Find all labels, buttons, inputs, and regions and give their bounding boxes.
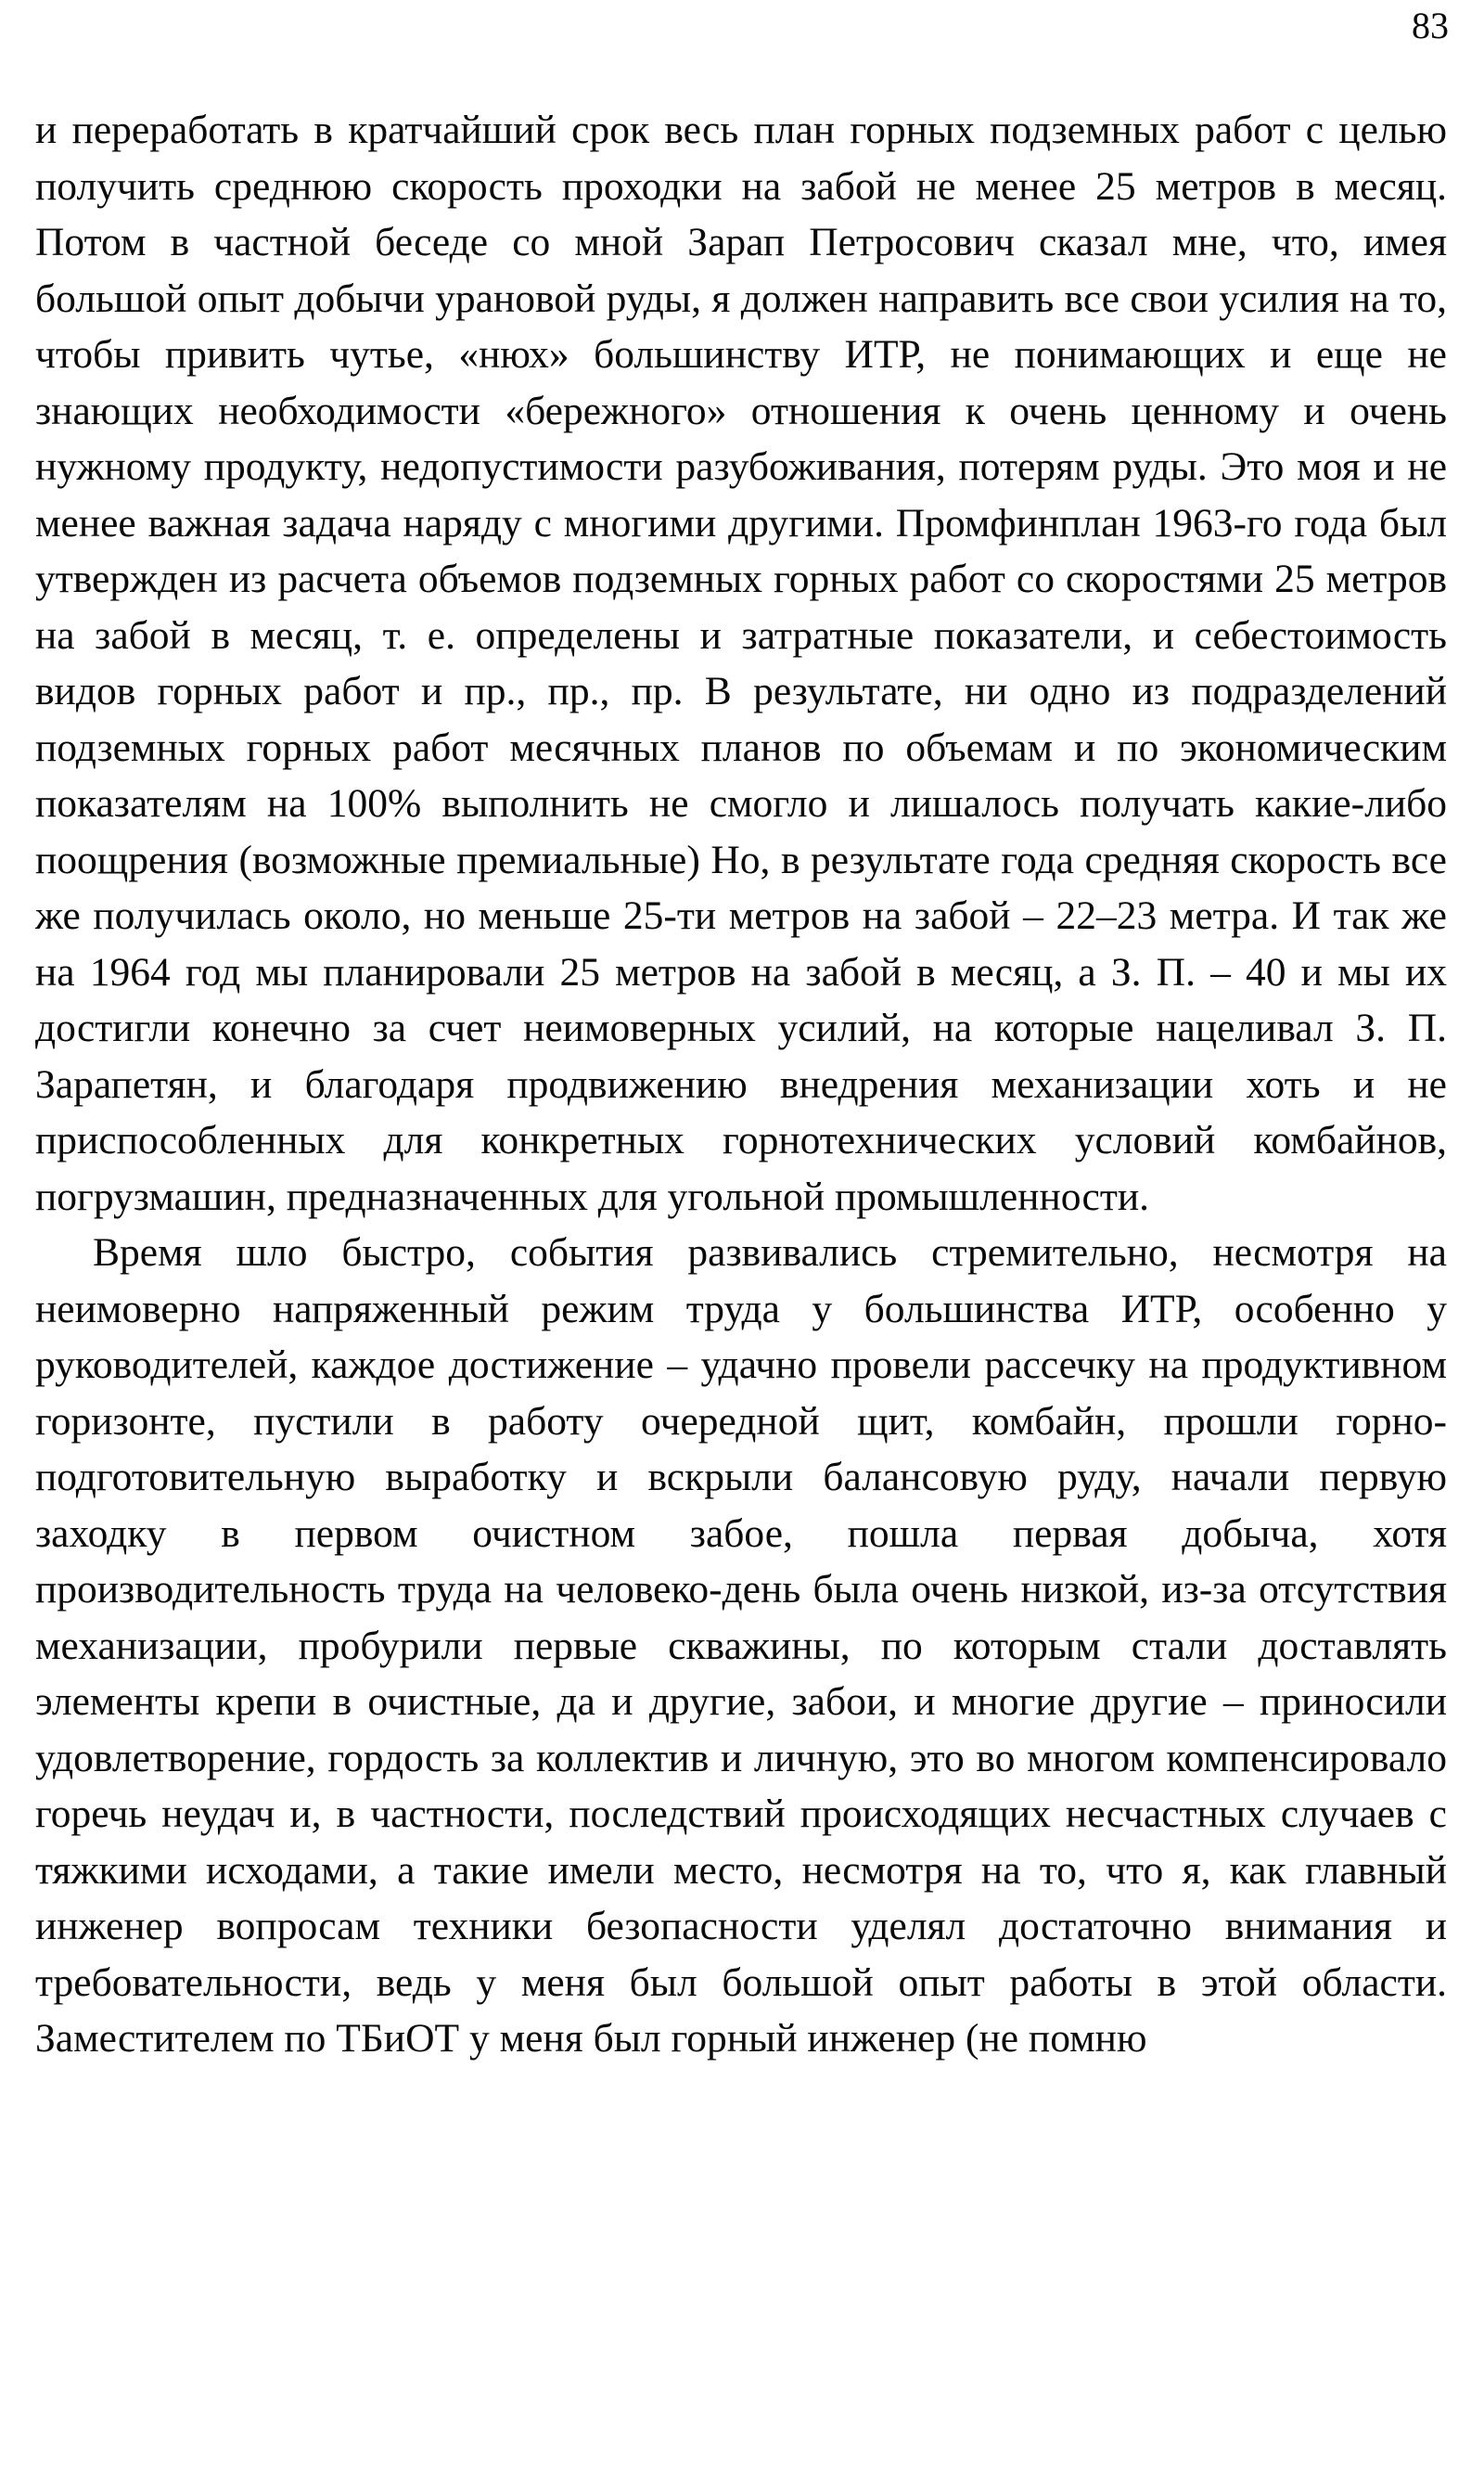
paragraph-1: и переработать в кратчайший срок весь план горных подземных работ с целью получить среднюю скорость проходки на забой не менее 25 метров в месяц. Потом в частной беседе со мной Зарап Петросович сказал мне, что, имея большой опыт добычи урановой руды, я должен направить все свои усилия на то, чтобы привить чутье, «нюх» большинству ИТР, не понимающих и еще не знающих необходимости «бережного» отношения к очень ценному и очень нужному продукту, недопустимости разубоживания, потерям руды. Это моя и не менее важная задача наряду с многими другими. Промфинплан 1963-го года был утвержден из расчета объемов подземных горных работ со скоростями 25 метров на забой в месяц, т. е. определены и затратные показатели, и себестоимость видов горных работ и пр., пр., пр. В результате, ни одно из подразделений подземных горных работ месячных планов по объемам и по экономическим показателям на 100% выполнить не смогло и лишалось получать какие-либо поощрения (возможные премиальные) Но, в результате года средняя скорость все же получилась около, но меньше 25-ти метров на забой – 22–23 метра. И так же на 1964 год мы планировали 25 метров на забой в месяц, а З. П. – 40 и мы их достигли конечно за счет неимоверных усилий, на которые нацеливал З. П. Зарапетян, и благодаря продвижению внедрения механизации хоть и не приспособленных для конкретных горнотехнических условий комбайнов, погрузмашин, предназначенных для угольной промышленности. <box>35 108 1447 1219</box>
page-text-body <box>35 102 1447 2067</box>
page-number: 83 <box>1412 5 1449 46</box>
paragraph-2: Время шло быстро, события развивались стремительно, несмотря на неимоверно напряженный режим труда у большинства ИТР, особенно у руководителей, каждое достижение – удачно провели рассечку на продуктивном горизонте, пустили в работу очередной щит, комбайн, прошли горно-подготовительную выработку и вскрыли балансовую руду, начали первую заходку в первом очистном забое, пошла первая добыча, хотя производительность труда на человеко-день была очень низкой, из-за отсутствия механизации, пробурили первые скважины, по которым стали доставлять элементы крепи в очистные, да и другие, забои, и многие другие – приносили удовлетворение, гордость за коллектив и личную, это во многом компенсировало горечь неудач и, в частности, последствий происходящих несчастных случаев с тяжкими исходами, а такие имели место, несмотря на то, что я, как главный инженер вопросам техники безопасности уделял достаточно внимания и требовательности, ведь у меня был большой опыт работы в этой области. Заместителем по ТБиОТ у меня был горный инженер (не помню <box>35 1230 1447 2061</box>
